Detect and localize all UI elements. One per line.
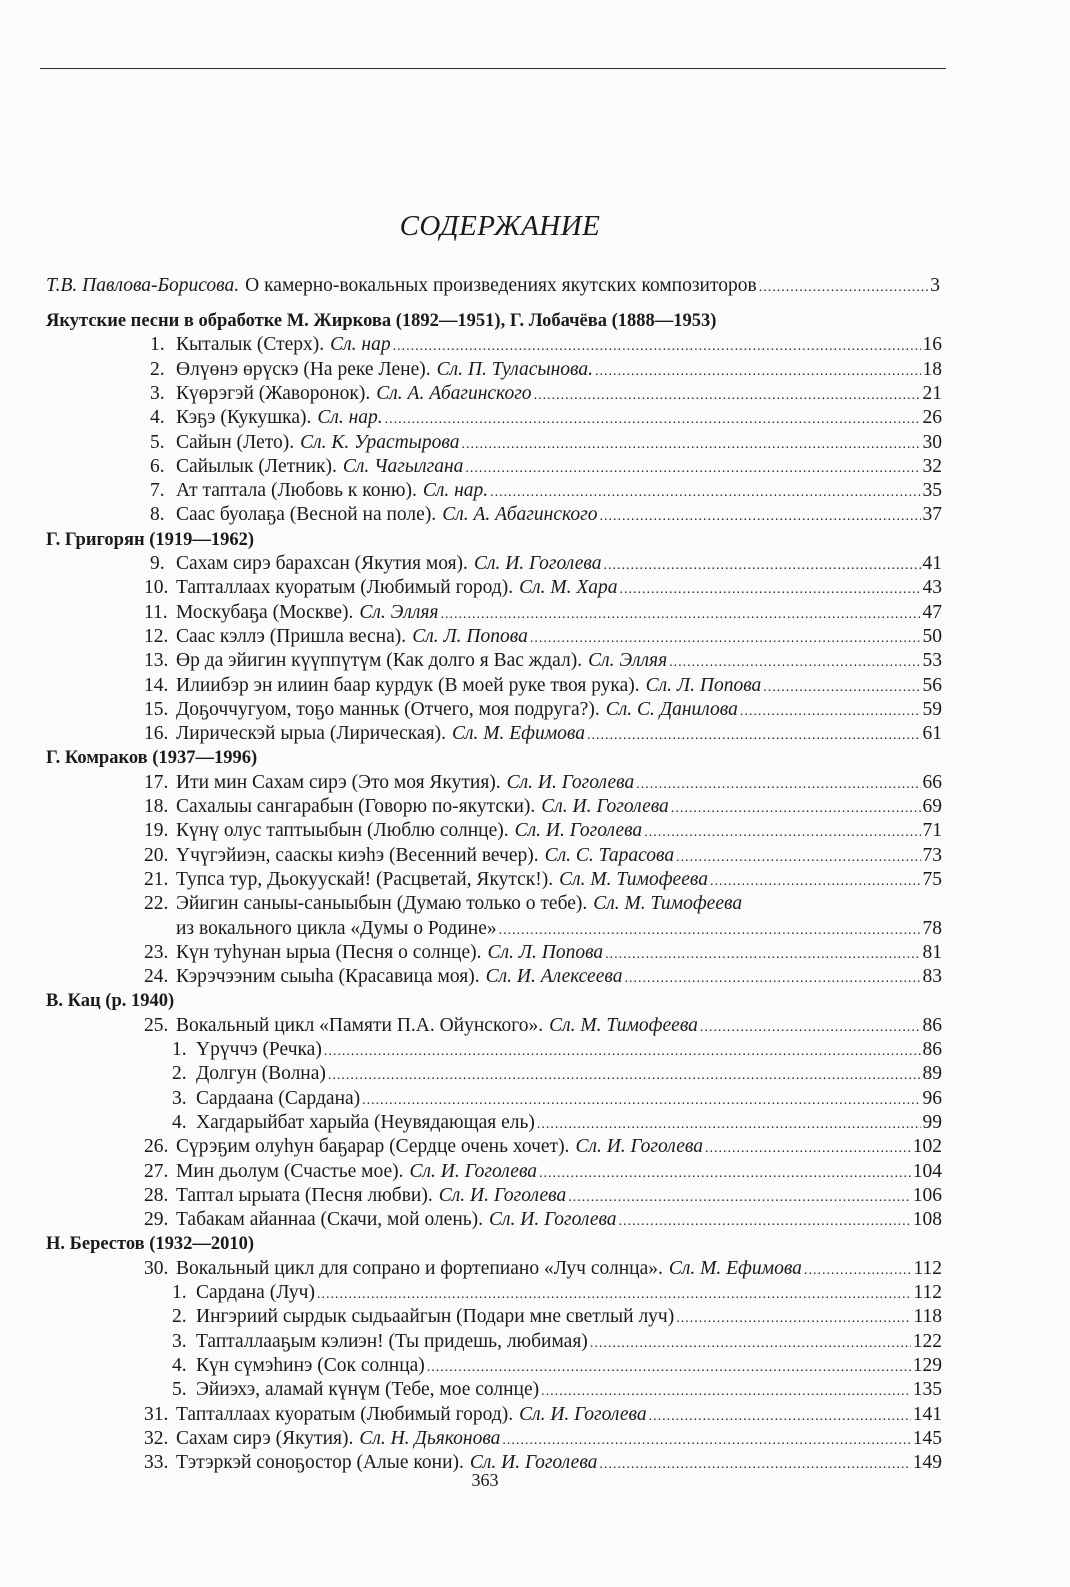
page-title: СОДЕРЖАНИЕ (399, 210, 601, 242)
entry-lyricist: Сл. И. Гоголева (409, 1160, 538, 1182)
entry-title: Кэрэчээним сыыһа (Красавица моя). (176, 966, 480, 988)
entry-title: Таптал ырыата (Песня любви). (176, 1184, 433, 1206)
entry-number: 4. (172, 1354, 187, 1376)
toc-entry[interactable] (172, 1087, 942, 1111)
toc-entry[interactable] (150, 552, 942, 576)
entry-number: 3. (172, 1330, 187, 1352)
entry-title: Тапталлаах куоратым (Любимый город). (176, 1403, 514, 1425)
leader-dots (461, 433, 920, 457)
entry-lyricist: Сл. М. Хара (519, 577, 618, 599)
entry-title: Сахам сирэ барахсан (Якутия моя). (176, 553, 468, 574)
toc-entry[interactable] (144, 674, 942, 698)
toc-entry[interactable] (144, 1208, 942, 1232)
entry-title: Хагдарыйбат харыйа (Неувядающая ель) (196, 1111, 535, 1133)
entry-number: 29. (144, 1209, 169, 1231)
toc-entry[interactable] (144, 649, 942, 673)
entry-lyricist: Сл. Элляя (588, 650, 668, 672)
leader-dots (700, 1016, 921, 1040)
entry-lyricist: Сл. С. Тарасова (544, 844, 675, 866)
toc-entry[interactable] (144, 625, 942, 649)
toc-entry[interactable] (144, 771, 942, 795)
entry-title: Долгун (Волна) (196, 1063, 326, 1085)
entry-page: 122 (912, 1330, 942, 1352)
entry-page: 37 (922, 504, 942, 526)
entry-title: Эйигин саныы-саныыбын (Думаю только о тебе). (176, 893, 588, 915)
entry-lyricist: Сл. А. Абагинского (376, 382, 532, 404)
entry-page: 21 (922, 382, 942, 404)
intro-entry[interactable] (46, 274, 940, 298)
toc-entry[interactable] (144, 892, 942, 916)
leader-dots (671, 797, 921, 821)
toc-entry[interactable] (144, 1427, 942, 1451)
leader-dots (599, 505, 920, 529)
entry-number: 1. (172, 1039, 187, 1060)
entry-title: Саас кэллэ (Пришла весна). (176, 625, 407, 647)
entry-page: 73 (922, 844, 942, 866)
intro-title: О камерно-вокальных произведениях якутских композиторов (245, 275, 757, 296)
toc-entry[interactable] (144, 1184, 942, 1208)
toc-entry[interactable] (144, 1403, 942, 1427)
entry-page: 118 (913, 1306, 942, 1328)
toc-entry[interactable] (172, 1062, 942, 1086)
entry-page: 149 (912, 1452, 942, 1474)
toc-entry[interactable] (172, 1038, 942, 1062)
entry-number: 10. (144, 577, 169, 599)
entry-title: Кэҕэ (Кукушка). (176, 407, 312, 429)
leader-dots (605, 943, 920, 967)
entry-lyricist: Сл. Чагылгана (342, 455, 464, 477)
entry-lyricist: Сл. М. Ефимова (668, 1257, 802, 1279)
entry-page: 35 (922, 480, 942, 502)
section-heading: Г. Григорян (1919—1962) (46, 529, 255, 550)
section-heading: Г. Комраков (1937—1996) (46, 748, 258, 769)
entry-number: 3. (172, 1087, 187, 1109)
entry-lyricist: Сл. Л. Попова (487, 941, 604, 963)
entry-number: 31. (144, 1403, 169, 1425)
leader-dots (499, 919, 921, 943)
entry-number: 28. (144, 1184, 169, 1206)
leader-dots (317, 1283, 911, 1307)
leader-dots (587, 724, 921, 748)
toc-entry[interactable] (150, 333, 942, 357)
intro-author: Т.В. Павлова-Борисова. (46, 275, 240, 296)
section-heading: Н. Берестов (1932—2010) (46, 1234, 255, 1255)
toc-entry[interactable] (172, 1281, 942, 1305)
entry-page: 69 (922, 796, 942, 817)
entry-page: 96 (922, 1087, 942, 1109)
entry-title: Вокальный цикл для сопрано и фортепиано «Луч солнца». (176, 1257, 663, 1279)
entry-number: 2. (150, 358, 165, 380)
entry-page: 47 (922, 601, 942, 623)
entry-page: 30 (922, 431, 942, 453)
entry-page: 61 (922, 723, 942, 745)
entry-page: 83 (922, 966, 942, 988)
leader-dots (393, 335, 921, 359)
toc-entry[interactable] (144, 844, 942, 868)
entry-number: 30. (144, 1257, 169, 1279)
toc-entry-continuation (176, 917, 942, 941)
entry-number: 23. (144, 941, 169, 963)
entry-page: 106 (912, 1184, 942, 1206)
entry-title: Өр да эйигин күүппүтүм (Как долго я Вас ждал). (176, 650, 583, 672)
entry-lyricist: Сл. А. Абагинского (442, 504, 598, 526)
entry-page: 41 (922, 553, 942, 574)
leader-dots (427, 1356, 911, 1380)
entry-page: 89 (922, 1063, 942, 1085)
entry-page: 145 (912, 1427, 942, 1449)
leader-dots (636, 773, 920, 797)
toc-entry[interactable] (150, 455, 942, 479)
leader-dots (324, 1040, 921, 1064)
entry-number: 4. (172, 1111, 187, 1133)
entry-number: 8. (150, 504, 165, 526)
entry-title: Тапталлаах куоратым (Любимый город). (176, 577, 514, 599)
entry-page: 112 (913, 1282, 942, 1303)
entry-number: 1. (150, 334, 165, 356)
entry-page: 26 (922, 407, 942, 429)
entry-lyricist: Сл. М. Тимофеева (549, 1014, 698, 1036)
entry-number: 14. (144, 674, 169, 696)
entry-number: 5. (172, 1379, 187, 1401)
toc-entry[interactable] (144, 722, 942, 746)
entry-page: 78 (922, 917, 942, 939)
entry-page: 108 (912, 1209, 942, 1231)
entry-lyricist: Сл. П. Туласынова. (436, 358, 593, 380)
leader-dots (649, 1405, 911, 1429)
entry-number: 18. (144, 796, 169, 817)
entry-number: 26. (144, 1136, 169, 1158)
leader-dots (619, 1210, 911, 1234)
entry-title: Ат таптала (Любовь к коню). (176, 480, 417, 502)
entry-lyricist: Сл. И. Гоголева (473, 553, 602, 574)
toc-entry[interactable] (172, 1354, 942, 1378)
entry-title: Ингэриий сырдык сыдьаайгын (Подари мне светлый луч) (196, 1306, 675, 1328)
entry-page: 81 (922, 941, 942, 963)
leader-dots (502, 1429, 910, 1453)
entry-lyricist: Сл. М. Тимофеева (559, 868, 708, 890)
entry-page: 141 (912, 1403, 942, 1425)
entry-number: 6. (150, 455, 165, 477)
entry-title: Илиибэр эн илиин баар курдук (В моей руке твоя рука). (176, 674, 640, 696)
entry-title: Үчүгэйиэн, сааскы киэһэ (Весенний вечер). (176, 844, 539, 866)
entry-lyricist: Сл. М. Ефимова (451, 723, 585, 745)
entry-title: Вокальный цикл «Памяти П.А. Ойунского». (176, 1014, 544, 1036)
toc-entry[interactable] (172, 1330, 942, 1354)
leader-dots (603, 554, 920, 578)
entry-number: 5. (150, 431, 165, 453)
entry-title: Доҕоччугуом, тоҕо манньк (Отчего, моя подруга?). (176, 698, 600, 720)
entry-page: 102 (912, 1136, 942, 1158)
entry-lyricist: Сл. Л. Попова (412, 625, 528, 647)
toc-entry[interactable] (144, 1135, 942, 1159)
entry-lyricist: Сл. И. Гоголева (438, 1184, 567, 1206)
toc-entry[interactable] (144, 698, 942, 722)
entry-title: Сүрэҕим олуһун баҕарар (Сердце очень хочет). (176, 1136, 570, 1158)
toc-entry[interactable] (144, 1160, 942, 1184)
leader-dots (759, 276, 929, 300)
toc-entry[interactable] (144, 1014, 942, 1038)
entry-page: 135 (912, 1379, 942, 1401)
entry-number: 2. (172, 1063, 187, 1085)
entry-title: Күн сүмэһинэ (Сок солнца) (196, 1354, 425, 1376)
entry-title: Табакам айаннаа (Скачи, мой олень). (176, 1209, 484, 1231)
leader-dots (590, 1332, 911, 1356)
entry-number: 27. (144, 1160, 169, 1182)
entry-lyricist: Сл. нар. (422, 480, 489, 502)
leader-dots (530, 627, 921, 651)
leader-dots (710, 870, 921, 894)
entry-page: 112 (913, 1257, 942, 1279)
leader-dots (465, 457, 920, 481)
leader-dots (537, 1113, 921, 1137)
leader-dots (539, 1162, 911, 1186)
toc-entry[interactable] (144, 576, 942, 600)
leader-dots (534, 384, 921, 408)
leader-dots (328, 1064, 921, 1088)
entry-number: 19. (144, 820, 169, 842)
entry-title: Сахалыы сангарабын (Говорю по-якутски). (176, 796, 536, 817)
toc-entry[interactable] (172, 1111, 942, 1135)
leader-dots (624, 967, 920, 991)
intro-page: 3 (930, 275, 940, 296)
section-heading: Якутские песни в обработке М. Жиркова (1892—1951), Г. Лобачёва (1888—1953) (46, 311, 717, 331)
entry-title: Сайылык (Летник). (176, 455, 337, 477)
leader-dots (740, 700, 921, 724)
entry-number: 20. (144, 844, 169, 866)
leader-dots (705, 1137, 911, 1161)
entry-number: 17. (144, 771, 169, 793)
toc-entry[interactable] (150, 503, 942, 527)
entry-page: 75 (922, 868, 942, 890)
entry-page: 86 (922, 1014, 942, 1036)
entry-title: Кыталык (Стерх). (176, 334, 325, 356)
entry-title: Тэтэркэй соноҕостор (Алые кони). (176, 1452, 464, 1474)
entry-lyricist: Сл. И. Алексеева (485, 966, 623, 988)
entry-title: Күн туһунан ырыа (Песня о солнце). (176, 941, 482, 963)
entry-lyricist: Сл. нар. (317, 407, 383, 429)
leader-dots (669, 651, 920, 675)
entry-title: Тупса тур, Дьокуускай! (Расцветай, Якутск!). (176, 868, 554, 890)
entry-page: 50 (922, 625, 942, 647)
entry-lyricist: Сл. И. Гоголева (541, 796, 669, 817)
entry-title: Эйиэхэ, аламай күнүм (Тебе, мое солнце) (196, 1379, 540, 1401)
leader-dots (763, 676, 920, 700)
toc-entry[interactable] (144, 941, 942, 965)
toc-entry[interactable] (172, 1378, 942, 1402)
entry-title: Үрүччэ (Речка) (196, 1039, 322, 1060)
entry-page: 71 (922, 820, 942, 842)
entry-number: 25. (144, 1014, 169, 1036)
entry-page: 129 (912, 1354, 942, 1376)
leader-dots (440, 603, 920, 627)
toc-entry[interactable] (144, 868, 942, 892)
entry-page: 86 (922, 1039, 942, 1060)
entry-number: 3. (150, 382, 165, 404)
entry-title: Мин дьолум (Счастье мое). (176, 1160, 404, 1182)
toc-entry[interactable] (150, 406, 942, 430)
entry-title: Өлүөнэ өрүскэ (На реке Лене). (176, 358, 431, 380)
entry-number: 15. (144, 698, 169, 720)
entry-title: Күөрэгэй (Жаворонок). (176, 382, 371, 404)
entry-lyricist: Сл. Элляя (359, 601, 439, 623)
entry-lyricist: Сл. И. Гоголева (575, 1136, 703, 1158)
entry-number: 9. (150, 553, 165, 574)
toc-entry[interactable] (150, 479, 942, 503)
entry-lyricist: Сл. М. Тимофеева (593, 893, 743, 915)
entry-page: 56 (922, 674, 942, 696)
entry-lyricist: Сл. И. Гоголева (519, 1403, 647, 1425)
entry-title: Ити мин Сахам сирэ (Это моя Якутия). (176, 771, 501, 793)
entry-number: 21. (144, 868, 169, 890)
entry-number: 22. (144, 893, 169, 915)
leader-dots (541, 1380, 911, 1404)
toc-entry[interactable] (150, 382, 942, 406)
entry-number: 13. (144, 650, 169, 672)
entry-lyricist: Сл. И. Гоголева (506, 771, 635, 793)
entry-page: 59 (922, 698, 942, 720)
entry-page: 18 (922, 358, 942, 380)
toc-entry[interactable] (150, 431, 942, 455)
entry-title: Тапталлааҕым кэлиэн! (Ты придешь, любимая) (196, 1330, 588, 1352)
leader-dots (595, 360, 921, 384)
leader-dots (490, 481, 920, 505)
entry-page: 43 (922, 577, 942, 599)
entry-number: 32. (144, 1427, 169, 1449)
entry-lyricist: Сл. И. Гоголева (514, 820, 643, 842)
leader-dots (676, 1307, 911, 1331)
entry-page: 53 (922, 650, 942, 672)
entry-lyricist: Сл. И. Гоголева (469, 1452, 598, 1474)
entry-number: 33. (144, 1452, 169, 1474)
toc-entry[interactable] (144, 965, 942, 989)
entry-number: 1. (172, 1282, 187, 1303)
toc-entry[interactable] (144, 795, 942, 819)
entry-lyricist: Сл. Л. Попова (645, 674, 762, 696)
entry-lyricist: Сл. И. Гоголева (489, 1209, 617, 1231)
entry-page: 32 (922, 455, 942, 477)
leader-dots (676, 846, 920, 870)
toc-entry[interactable] (150, 358, 942, 382)
entry-number: 7. (150, 480, 165, 502)
entry-number: 2. (172, 1306, 187, 1328)
entry-number: 11. (144, 601, 168, 623)
entry-lyricist: Сл. Н. Дьяконова (359, 1427, 501, 1449)
leader-dots (385, 408, 921, 432)
toc-entry[interactable] (144, 819, 942, 843)
leader-dots (804, 1259, 912, 1283)
entry-title: Сахам сирэ (Якутия). (176, 1427, 354, 1449)
entry-page: 99 (922, 1111, 942, 1133)
entry-number: 16. (144, 723, 169, 745)
toc-entry[interactable] (172, 1305, 942, 1329)
entry-number: 4. (150, 407, 165, 429)
section-heading: В. Кац (р. 1940) (46, 991, 175, 1012)
entry-title: Күнү олус таптыыбын (Люблю солнце). (176, 820, 509, 842)
entry-number: 24. (144, 966, 169, 988)
entry-title: Сайын (Лето). (176, 431, 295, 453)
entry-title: Саас буолаҕа (Весной на поле). (176, 504, 437, 526)
entry-title: Лирическэй ырыа (Лирическая). (176, 723, 446, 745)
entry-title: Сардана (Луч) (196, 1282, 315, 1303)
entry-page: 66 (922, 771, 942, 793)
leader-dots (362, 1089, 920, 1113)
entry-title: Москубаҕа (Москве). (176, 601, 354, 623)
toc-entry[interactable] (144, 1257, 942, 1281)
page-number: 363 (471, 1470, 499, 1490)
leader-dots (568, 1186, 910, 1210)
entry-lyricist: Сл. нар (330, 334, 391, 356)
entry-lyricist: Сл. К. Урастырова (300, 431, 460, 453)
entry-lyricist: Сл. С. Данилова (605, 698, 738, 720)
toc-entry[interactable] (144, 601, 942, 625)
entry-title: Сардаана (Сардана) (196, 1087, 361, 1109)
entry-number: 12. (144, 625, 169, 647)
entry-title-continued: из вокального цикла «Думы о Родине» (176, 917, 497, 939)
leader-dots (644, 821, 920, 845)
entry-page: 104 (912, 1160, 942, 1182)
leader-dots (620, 578, 921, 602)
entry-page: 16 (922, 334, 942, 356)
